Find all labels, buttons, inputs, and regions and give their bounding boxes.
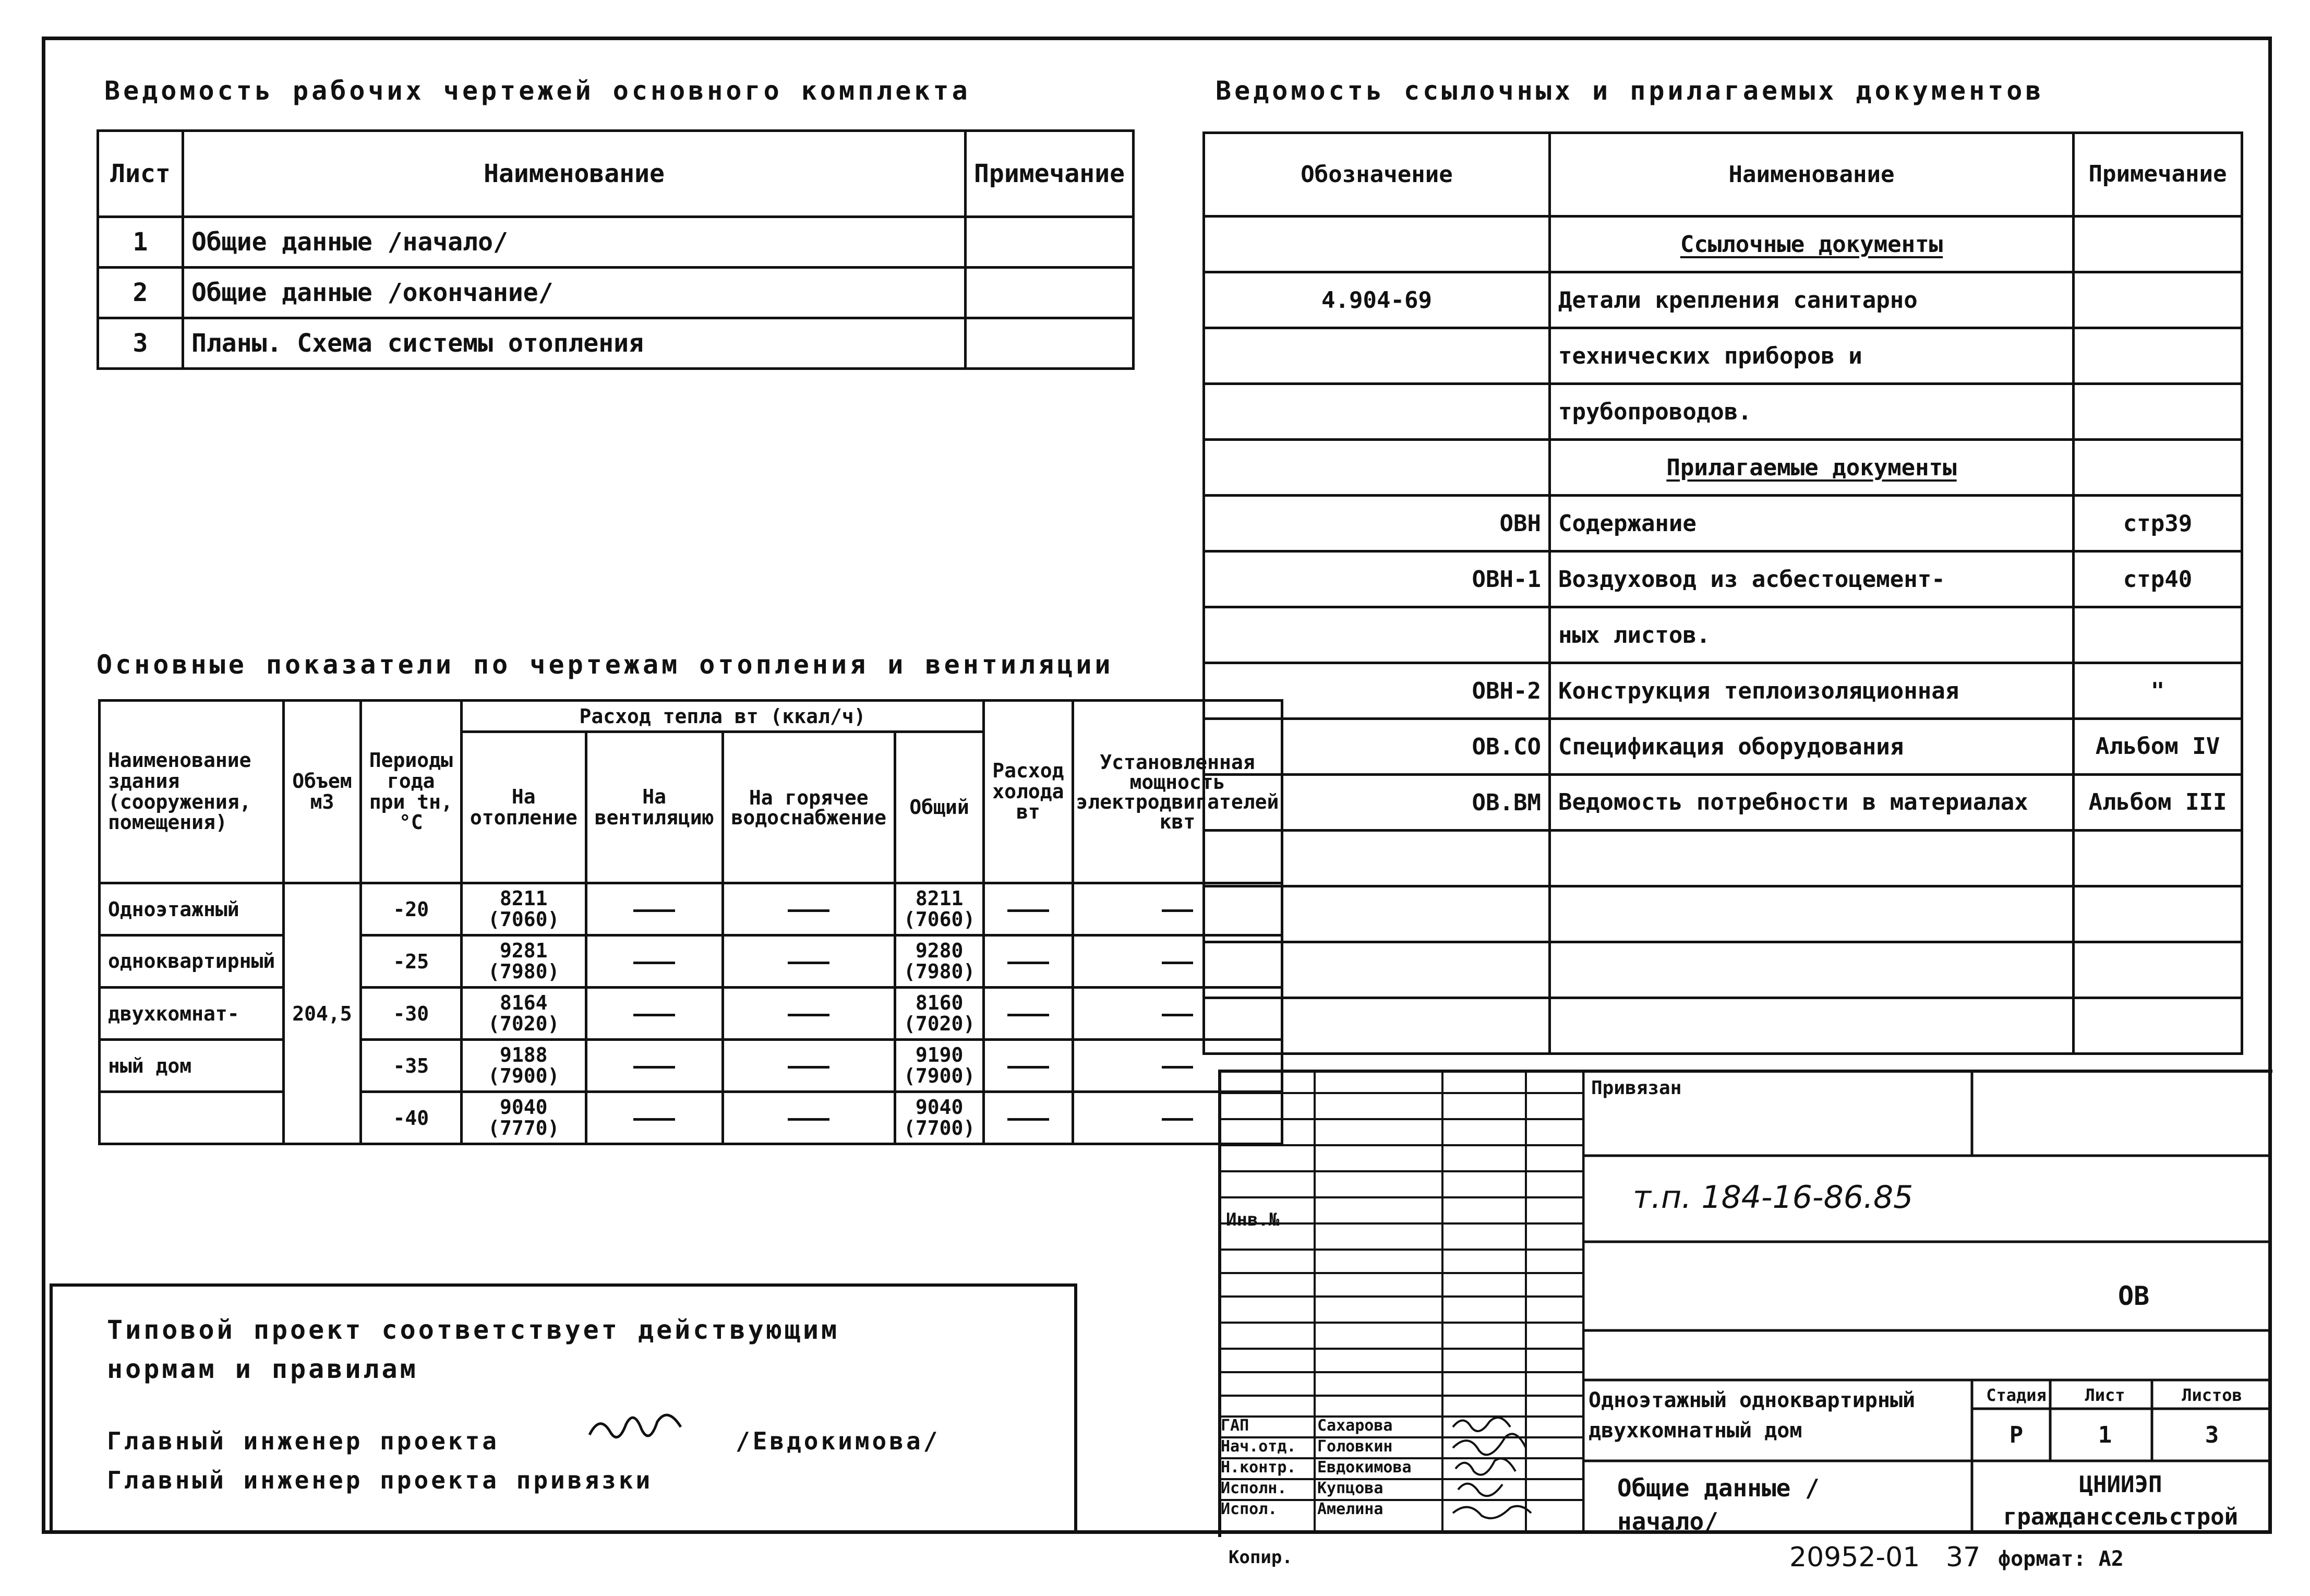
- sheet-list-table: [97, 129, 1135, 370]
- table-row: ОВ.ВМ Ведомость потребности в материалах Альбом III: [1204, 775, 2242, 831]
- table-row: Ссылочные документы: [1204, 217, 2242, 272]
- header-code: Обозначение: [1204, 133, 1550, 217]
- header-ventilation: На вентиляцию: [586, 732, 723, 883]
- bound-label: Привязан: [1591, 1077, 1682, 1099]
- list-item: ГАП Сахарова: [1221, 1417, 1393, 1435]
- indicators-title: Основные показатели по чертежам отопления и вентиляции: [97, 650, 1114, 680]
- statement-line1: Типовой проект соответствует действующим: [107, 1315, 840, 1345]
- document-number: 20952-01: [1789, 1542, 1920, 1573]
- list-item: Н.контр. Евдокимова: [1221, 1458, 1412, 1477]
- document-title: Общие данные /начало/: [1617, 1474, 1820, 1536]
- references-title: Ведомость ссылочных и прилагаемых документов: [1216, 76, 2044, 106]
- list-item: Испол. Амелина: [1221, 1500, 1383, 1518]
- table-row: технических приборов и: [1204, 328, 2242, 384]
- table-row: [1204, 831, 2242, 886]
- table-row: [1204, 942, 2242, 998]
- engineer-name: /Евдокимова/: [736, 1427, 941, 1455]
- header-heating: На отопление: [461, 732, 586, 883]
- drawing-mark: ОВ: [2118, 1281, 2150, 1311]
- engineer-label: Главный инженер проекта: [107, 1427, 499, 1455]
- page-number: 37: [1946, 1542, 1981, 1573]
- table-row: двухкомнат- -30 8164 (7020) 8160 (7020): [100, 988, 1282, 1040]
- copied-label: Копир.: [1229, 1547, 1293, 1568]
- table-row: 2 Общие данные /окончание/: [98, 268, 1134, 318]
- table-row: [1204, 886, 2242, 942]
- stamp-right-grid: [1583, 1070, 2269, 1534]
- project-code: т.п. 184-16-86.85: [1633, 1179, 1914, 1216]
- building-name: Одноэтажный одноквартирный двухкомнатный дом: [1589, 1388, 1916, 1443]
- table-row: трубопроводов.: [1204, 384, 2242, 440]
- table-row: -40 9040 (7770) 9040 (7700): [100, 1092, 1282, 1144]
- header-heat-group: Расход тепла вт (ккал/ч): [461, 701, 983, 732]
- engineer-binding-label: Главный инженер проекта привязки: [107, 1466, 653, 1494]
- statement-line2: нормам и правилам: [107, 1354, 418, 1384]
- volume-value: 204,5: [284, 883, 360, 1144]
- inventory-label: Инв.№: [1226, 1209, 1280, 1230]
- sheet-header: Лист: [2085, 1385, 2125, 1405]
- table-row: 1 Общие данные /начало/: [98, 217, 1134, 268]
- references-table: [1202, 131, 2243, 1055]
- table-row: ОВН Содержание стр39: [1204, 496, 2242, 551]
- table-row: 4.904-69 Детали крепления санитарно: [1204, 272, 2242, 328]
- stage-value: Р: [2009, 1422, 2024, 1448]
- organization: ЦНИИЭП гражданссельстрой: [2003, 1471, 2239, 1530]
- header-volume: Объем м3: [284, 701, 360, 883]
- table-row: 3 Планы. Схема системы отопления: [98, 318, 1134, 369]
- engineer-signature: [584, 1403, 689, 1450]
- sheets-value: 3: [2205, 1422, 2219, 1448]
- stage-header: Стадия: [1986, 1385, 2047, 1405]
- header-sheet: Лист: [98, 131, 183, 217]
- signer-signatures: [1448, 1411, 1536, 1523]
- header-ref-note: Примечание: [2074, 133, 2242, 217]
- table-row: ный дом -35 9188 (7900) 9190 (7900): [100, 1040, 1282, 1092]
- list-item: Нач.отд. Головкин: [1221, 1437, 1393, 1456]
- sheets-header: Листов: [2182, 1385, 2242, 1405]
- table-row: Прилагаемые документы: [1204, 440, 2242, 496]
- header-ref-name: Наименование: [1550, 133, 2074, 217]
- header-total: Общий: [895, 732, 983, 883]
- table-row: ОВН-2 Конструкция теплоизоляционная ": [1204, 663, 2242, 719]
- table-row: [1204, 998, 2242, 1054]
- sheet-list-title: Ведомость рабочих чертежей основного комплекта: [104, 76, 971, 106]
- table-row: ОВН-1 Воздуховод из асбестоцемент- стр40: [1204, 551, 2242, 607]
- format-label: формат: А2: [1998, 1547, 2124, 1571]
- list-item: Исполн. Купцова: [1221, 1479, 1383, 1497]
- table-row: ОВ.СО Спецификация оборудования Альбом IV: [1204, 719, 2242, 775]
- header-note: Примечание: [966, 131, 1134, 217]
- header-power: Установленная мощность электродвигателей квт: [1073, 701, 1282, 883]
- sheet-value: 1: [2098, 1422, 2112, 1448]
- table-row: одноквартирный -25 9281 (7980) 9280 (7980): [100, 935, 1282, 988]
- indicators-table: [98, 699, 1283, 1145]
- header-name: Наименование: [183, 131, 966, 217]
- header-cold: Расход холода вт: [984, 701, 1073, 883]
- table-row: Одноэтажный 204,5 -20 8211 (7060) 8211 (7060): [100, 883, 1282, 935]
- header-periods: Периоды года при tн, °С: [360, 701, 461, 883]
- table-row: ных листов.: [1204, 607, 2242, 663]
- header-building: Наименование здания (сооружения, помещения): [100, 701, 284, 883]
- header-hot-water: На горячее водоснабжение: [723, 732, 895, 883]
